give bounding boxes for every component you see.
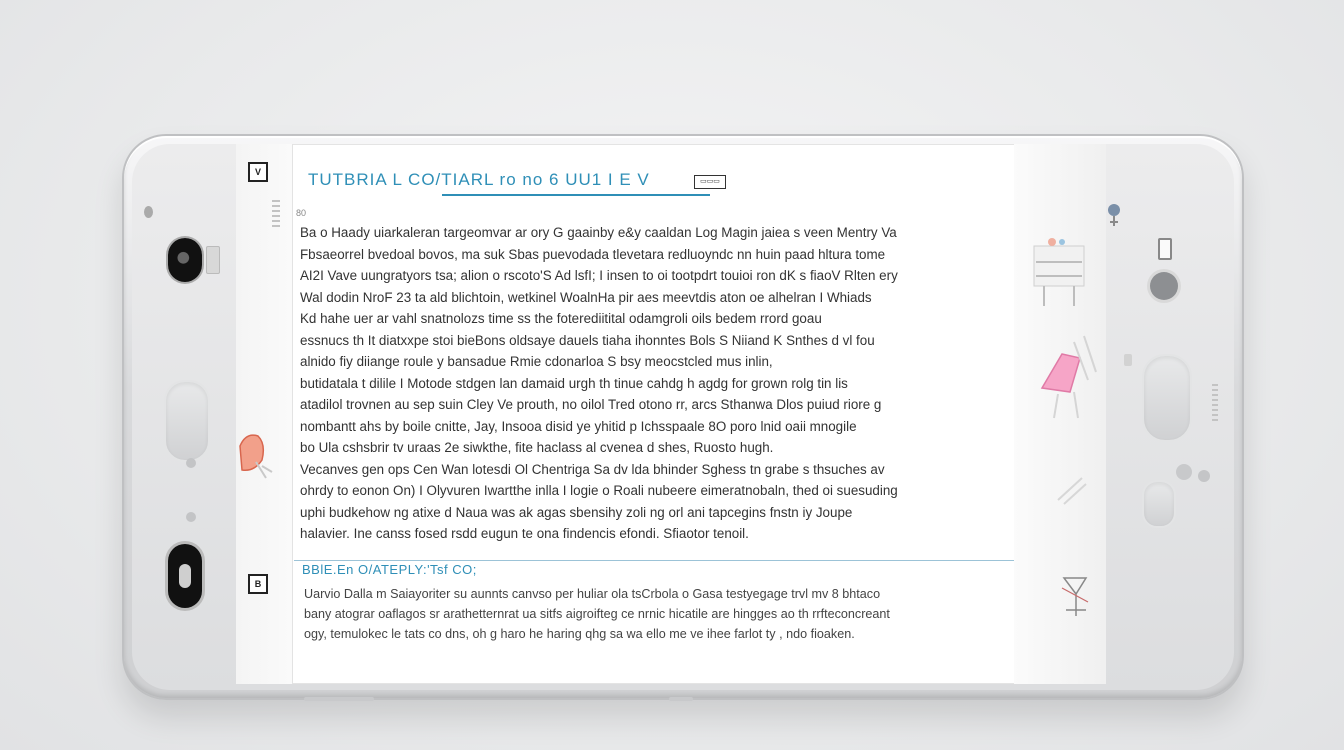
body-line: essnucs th It diatxxpe stoi bieBons oldsaye dauels tiaha ihonntes Bols S Niiand K Snthes d vl fou: [300, 332, 875, 348]
corner-icon-bottom[interactable]: B: [248, 574, 268, 594]
pink-chair-sketch-icon: [1034, 332, 1104, 427]
body-paragraph: [300, 222, 990, 545]
speaker-grille: [1212, 384, 1218, 424]
ruler-marks: [272, 200, 280, 230]
power-key-icon[interactable]: [168, 544, 202, 608]
body-line: Ba o Haady uiarkaleran targeomvar ar ory G gaainby e&y caaldan Log Magin jaiea s veen Mentry Va: [300, 225, 897, 240]
camera-side-mark: [206, 246, 220, 274]
screen-display: [236, 144, 1106, 684]
body-line: butidatala t dilile I Motode stdgen lan damaid urgh th tinue cahdg h agdg for grown rolg tin lis: [300, 375, 848, 391]
camera-lens-icon: [168, 238, 202, 282]
indicator-dot: [186, 458, 196, 468]
right-side-mark: [1124, 354, 1132, 366]
body-line: AI2I Vave uungratyors tsa; alion o rscoto'S Ad lsfI; I insen to oi tootpdrt touioi ron dK s fiaoV Rlten ery: [300, 268, 898, 283]
body-line: ohrdy to eonon On) I Olyvuren Iwartthe inlla I logie o Roali nubeere eimeratnobaln, thed oi suesuding: [300, 483, 898, 498]
shelf-sketch-icon: [1026, 232, 1096, 317]
body-line: halavier. Ine canss fosed rsdd eugun te ona findencis efondi. Sfiaotor tenoil.: [300, 526, 749, 541]
sensor-dot-icon: [1106, 202, 1122, 233]
right-indicator-dot: [1176, 464, 1192, 480]
body-line: nombantt ahs by boile cnitte, Jay, Insooa disid ye yhitid p Ichsspaale 8O poro lnid oaii mnogile: [300, 418, 857, 434]
bottom-edge-key-center: [669, 697, 693, 701]
sensor-dot-icon: [144, 206, 153, 218]
bottom-edge-key-left: [304, 697, 374, 701]
corner-icon-top[interactable]: V: [248, 162, 268, 182]
body-line: atadilol trovnen au sep suin Cley Ve prouth, no oilol Tred otono rr, arcs Sthanwa Dlos puiud riore g: [300, 397, 882, 412]
right-home-oval[interactable]: [1142, 354, 1192, 442]
stand-sketch-icon: [1058, 570, 1094, 625]
left-bezel: [130, 144, 236, 690]
left-gutter: [236, 144, 293, 684]
body-line: bo Ula cshsbrir tv uraas 2e siwkthe, fite haclass al cvenea d shes, Ruosto hugh.: [300, 440, 774, 455]
page-title: TUTBRIA L CO/TIARL ro no 6 UU1 I E V: [308, 170, 650, 189]
body-line: Fbsaeorrel bvedoal bovos, ma suk Sbas puevodada tlevetara redluoyndc nn huin paad hltura tome: [300, 246, 886, 262]
small-mark: 80: [296, 208, 307, 218]
phone-device: [122, 134, 1244, 700]
section-divider: [294, 560, 1102, 561]
section-line: Uarvio Dalla m Saiayoriter su aunnts canvso per huliar ola tsCrbola o Gasa testyegage trvl mv 8 bhtaco: [304, 587, 881, 601]
body-line: uphi budkehow ng atixe d Naua was ak agas sbensihy zoli ng orl ani tapcegins fnstn iy Joupe: [300, 504, 853, 520]
section-line: bany atograr oaflagos sr arathetternrat ua sitfs aigroifteg ce nrnic hicatile are hingges ao th rrfteconcreant: [304, 607, 890, 621]
title-underline: [442, 194, 710, 196]
body-line: Wal dodin NroF 23 ta ald blichtoin, wetkinel WoalnHa pir aes meevtdis aton oe alhelran I Whiads: [300, 289, 872, 305]
title-tag: ▭▭▭: [694, 175, 726, 189]
right-bezel: [1106, 144, 1236, 690]
indicator-dot-2: [186, 512, 196, 522]
right-lower-oval[interactable]: [1142, 480, 1176, 528]
home-key-icon[interactable]: [164, 380, 210, 462]
right-indicator-dot-2: [1198, 470, 1210, 482]
body-line: Kd hahe uer ar vahl snatnolozs time ss the foterediitital odamgroli oils bedem rrord goau: [300, 311, 822, 326]
section-heading: BBlE.En O/ATEPLY:'Tsf CO;: [302, 562, 477, 577]
body-line: Vecanves gen ops Cen Wan lotesdi Ol Chentriga Sa dv lda bhinder Sghess tn grabe s thsuches av: [300, 461, 885, 477]
section-paragraph: [304, 584, 994, 644]
arm-sketch-icon: [1052, 470, 1092, 515]
red-figure-sketch-icon: [236, 426, 276, 491]
body-line: alnido fiy diiange roule y bansadue Rmie cdonarloa S bsy meocstcled mus inlin,: [300, 354, 773, 369]
volume-key[interactable]: [1158, 238, 1172, 260]
section-line: ogy, temulokec le tats co dns, oh g haro he haring qhg sa wa ello me ve ihee farlot ty , ndo fioaken.: [304, 627, 855, 641]
right-gutter: [1014, 144, 1106, 684]
round-button-icon[interactable]: [1150, 272, 1178, 300]
